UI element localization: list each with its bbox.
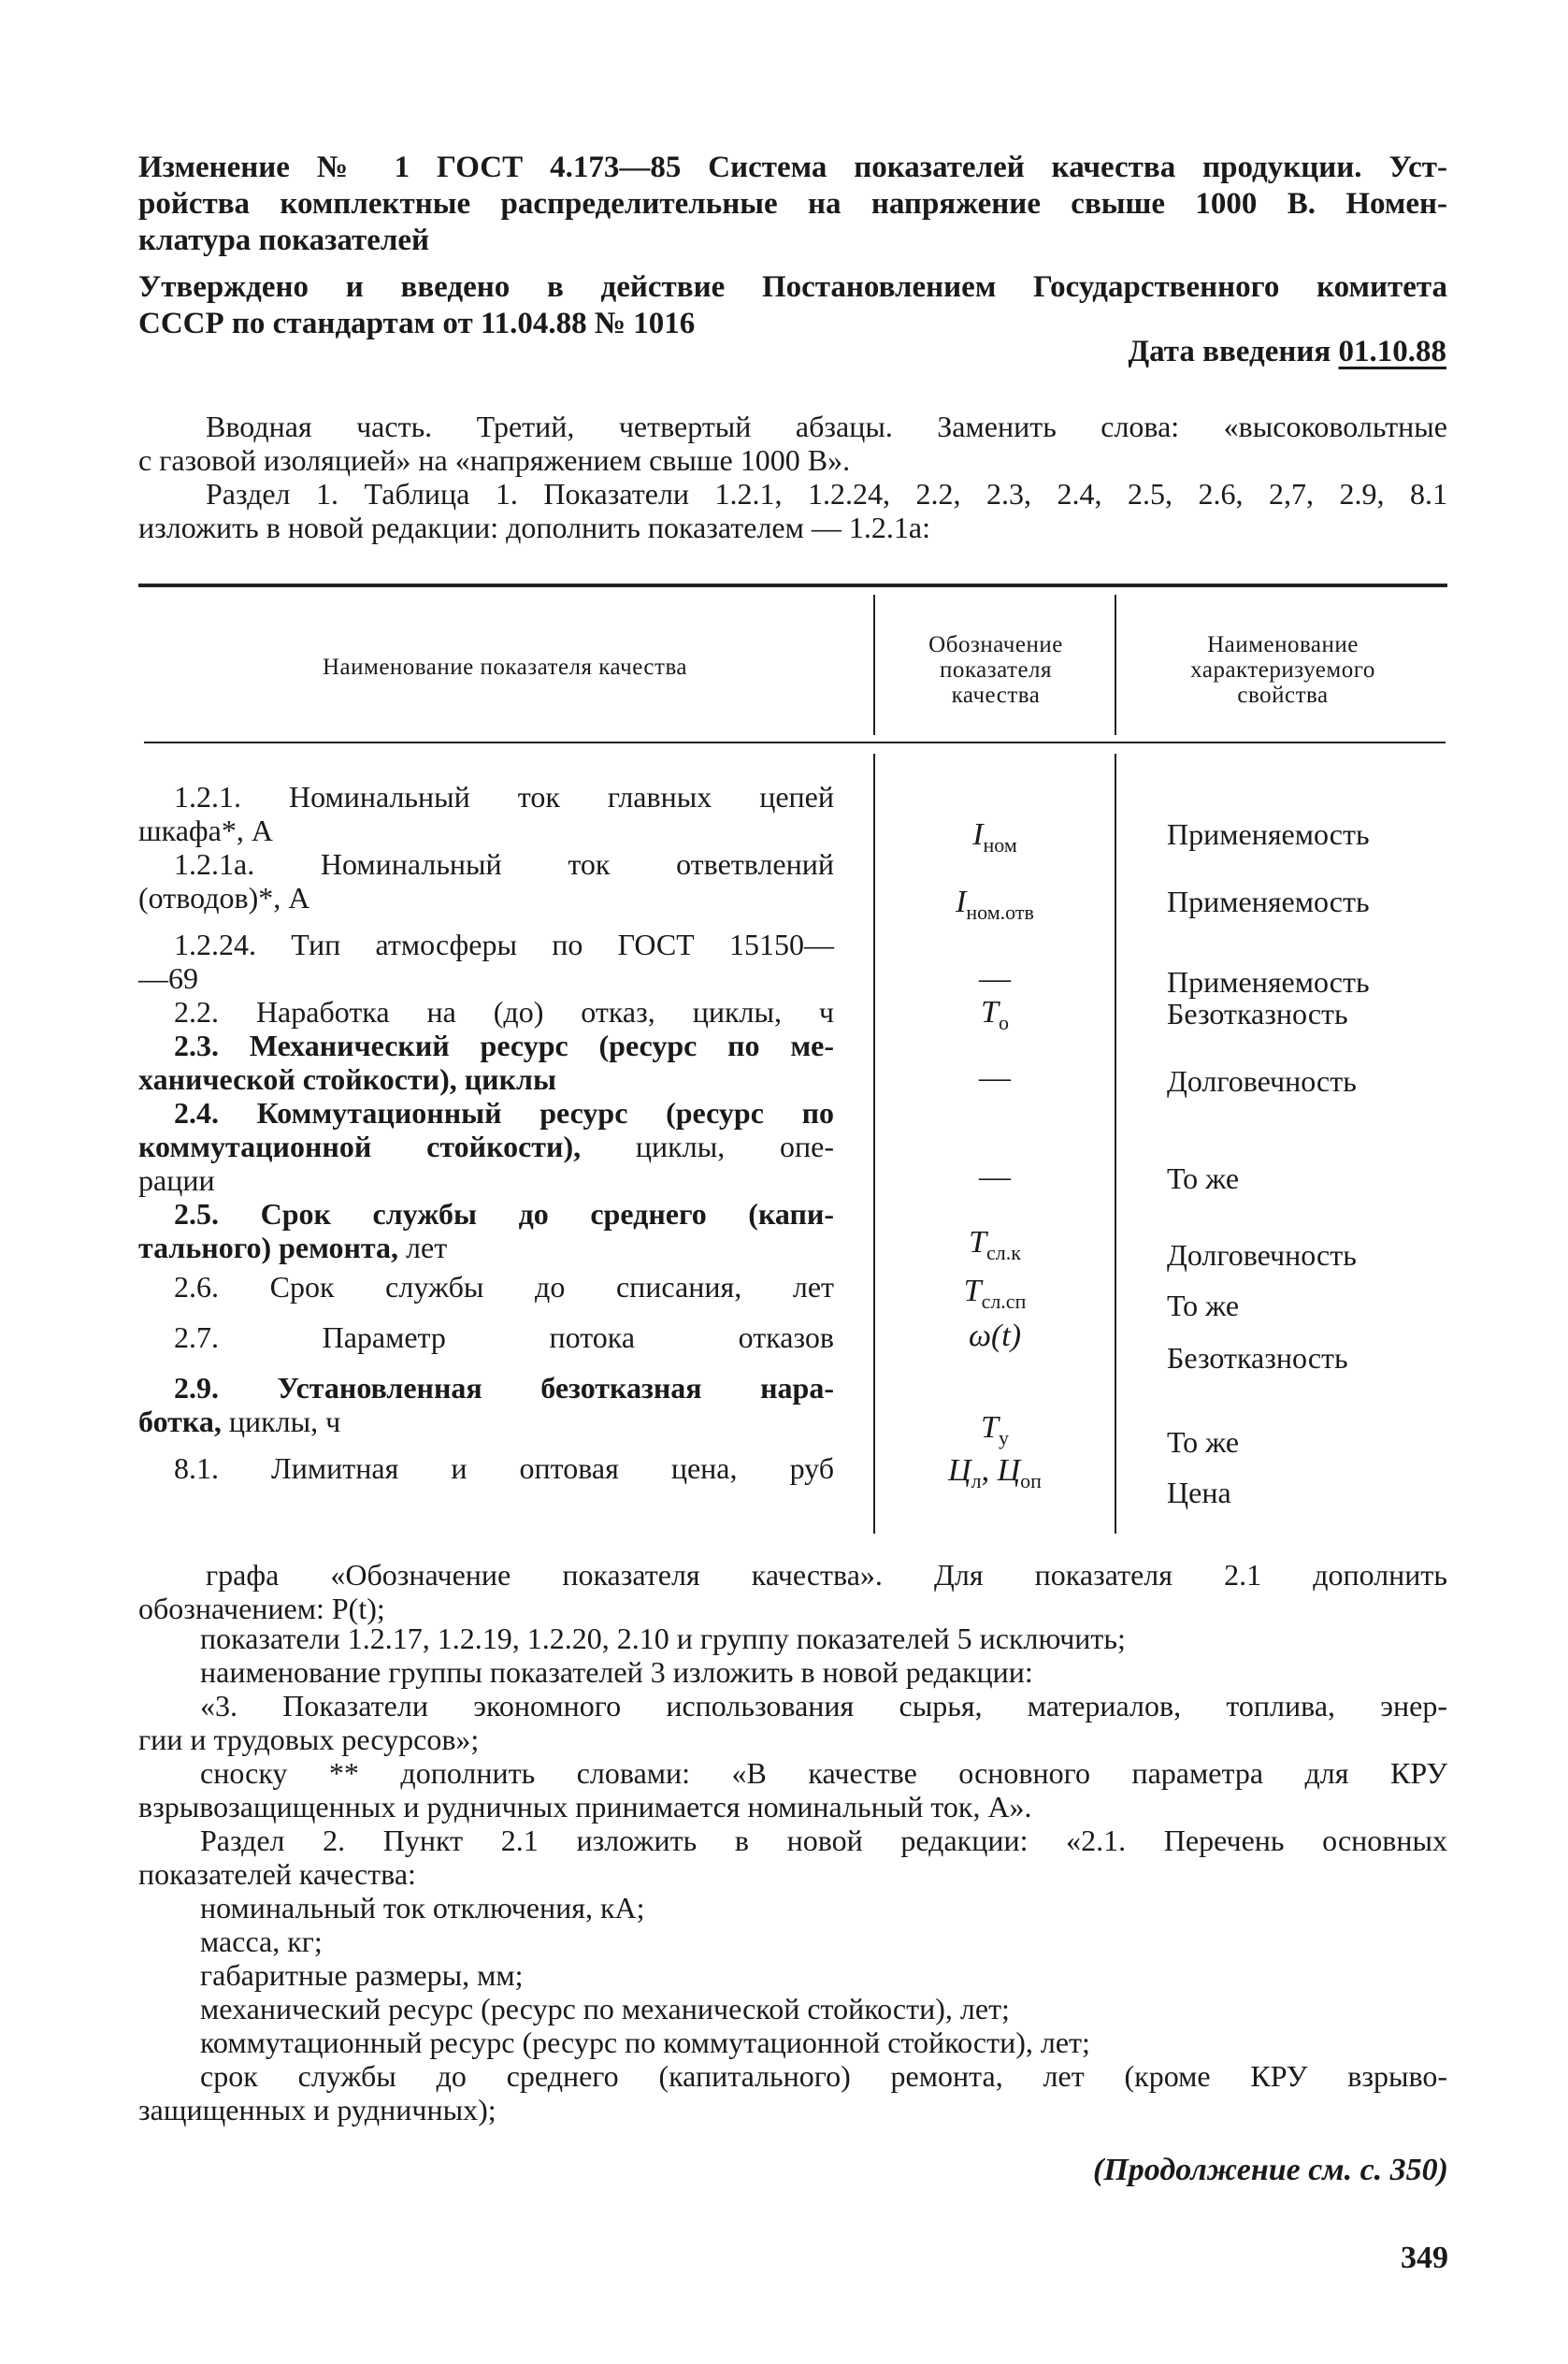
table-row-name-cont	[138, 1405, 834, 1438]
table-row-name-cont	[138, 1062, 834, 1096]
table-row-symbol	[879, 817, 1111, 858]
table-row-property: То же	[1167, 1161, 1240, 1195]
symbol-main: T	[981, 995, 999, 1030]
symbol-sub: л	[971, 1468, 982, 1492]
body-line: механический ресурс (ресурс по механической стойкости), лет;	[200, 1992, 1010, 2025]
body-line: сноску ** дополнить словами: «В качестве основного параметра для КРУ	[200, 1756, 1447, 1790]
table-row-property: Безотказность	[1167, 997, 1348, 1031]
table-row-name-cont: рации	[138, 1163, 215, 1197]
table-row-name-cont	[138, 1130, 834, 1163]
table-row-symbol	[879, 995, 1111, 1035]
effective-date-label: Дата введения	[1128, 335, 1339, 368]
table-row-property: Цена	[1167, 1476, 1231, 1509]
body-line: габаритные размеры, мм;	[200, 1958, 524, 1992]
table-row-name: 2.2. Наработка на (до) отказ, циклы, ч	[174, 995, 834, 1029]
symbol-sub: ном	[983, 832, 1017, 857]
plain-text: циклы	[456, 1062, 556, 1096]
symbol-sub: о	[998, 1010, 1009, 1034]
col-header-property-l1: Наименование	[1207, 632, 1359, 657]
plain-text: циклы, ч	[221, 1405, 341, 1438]
approval-line-2: СССР по стандартам от 11.04.88 № 1016	[138, 307, 696, 340]
body-line: Раздел 2. Пункт 2.1 изложить в новой редакции: «2.1. Перечень основных	[200, 1823, 1447, 1857]
table-row-property: То же	[1167, 1425, 1240, 1459]
table-row-property: Долговечность	[1167, 1238, 1357, 1272]
table-row-symbol	[879, 1410, 1111, 1450]
col-header-symbol	[879, 632, 1113, 708]
body-line: защищенных и рудничных);	[138, 2093, 496, 2126]
symbol-main: I	[972, 817, 984, 852]
table-row-name-cont: —69	[138, 961, 198, 995]
col-header-symbol-l2: показателя	[939, 657, 1053, 683]
symbol-main: T	[981, 1410, 999, 1445]
plain-text: лет	[398, 1231, 448, 1264]
symbol-main: T	[963, 1274, 982, 1308]
table-row-name: 1.2.1. Номинальный ток главных цепей	[174, 780, 834, 814]
body-line: показателей качества:	[138, 1857, 416, 1891]
symbol-sub: ном.отв	[966, 900, 1034, 924]
table-row-symbol	[879, 1274, 1111, 1314]
continuation-note: (Продолжение см. с. 350)	[1093, 2153, 1448, 2187]
body-divider-2	[1115, 754, 1116, 1534]
table-row-property: Безотказность	[1167, 1341, 1348, 1375]
intro-line-3: Раздел 1. Таблица 1. Показатели 1.2.1, 1.2.24, 2.2, 2.3, 2.4, 2.5, 2.6, 2,7, 2.9, 8.1	[206, 477, 1447, 511]
body-line: наименование группы показателей 3 изложить в новой редакции:	[200, 1655, 1033, 1689]
bold-text: тального) ремонта,	[138, 1231, 399, 1264]
col-header-name: Наименование показателя качества	[322, 655, 688, 680]
title-line-1: Изменение № 1 ГОСТ 4.173—85 Система показателей качества продукции. Уст-	[138, 151, 1447, 184]
body-line: гии и трудовых ресурсов»;	[138, 1723, 480, 1756]
table-row-symbol: —	[979, 1060, 1011, 1095]
body-line: показатели 1.2.17, 1.2.19, 1.2.20, 2.10 и группу показателей 5 исключить;	[200, 1622, 1126, 1655]
body-divider-1	[873, 754, 875, 1534]
col-header-symbol-l1: Обозначение	[928, 632, 1063, 657]
body-line: номинальный ток отключения, кА;	[200, 1891, 645, 1924]
table-row-symbol	[879, 1225, 1111, 1265]
body-line: взрывозащищенных и рудничных принимается номинальный ток, А».	[138, 1790, 1032, 1823]
header-divider-1	[873, 595, 875, 735]
table-row-name: 2.5. Срок службы до среднего (капи-	[174, 1197, 834, 1231]
body-line: коммутационный ресурс (ресурс по коммутационной стойкости), лет;	[200, 2025, 1090, 2059]
table-row-property: Долговечность	[1167, 1064, 1357, 1098]
intro-line-1: Вводная часть. Третий, четвертый абзацы. Заменить слова: «высоковольтные	[206, 410, 1447, 443]
symbol-sub: у	[998, 1425, 1009, 1449]
table-row-property: Применяемость	[1167, 885, 1370, 918]
header-divider-2	[1115, 595, 1116, 735]
table-header-rule	[144, 742, 1446, 743]
plain-text: циклы, опе-	[581, 1130, 834, 1163]
title-line-3: клатура показателей	[138, 223, 430, 257]
col-header-symbol-l3: качества	[951, 683, 1041, 708]
intro-line-4: изложить в новой редакции: дополнить показателем — 1.2.1а:	[138, 511, 930, 544]
bold-text: коммутационной стойкости),	[138, 1130, 582, 1163]
bold-text: ботка,	[138, 1405, 222, 1438]
body-line: «3. Показатели экономного использования сырья, материалов, топлива, энер-	[200, 1689, 1447, 1723]
table-row-property: Применяемость	[1167, 965, 1370, 999]
symbol-main: T	[969, 1225, 986, 1260]
col-header-property	[1120, 632, 1446, 708]
intro-line-2: с газовой изоляцией» на «напряжением свыше 1000 В».	[138, 443, 851, 477]
table-row-symbol: ω(t)	[968, 1319, 1022, 1353]
table-row-name: 2.7. Параметр потока отказов	[174, 1320, 834, 1354]
table-row-name-cont	[138, 1231, 834, 1264]
symbol-sub: сл.сп	[981, 1289, 1027, 1313]
table-row-name-cont: шкафа*, А	[138, 814, 273, 847]
table-row-symbol	[879, 885, 1111, 925]
table-row-symbol: $Ц_л$, $Ц_{оп}$	[948, 1453, 1042, 1492]
table-row-name: 1.2.24. Тип атмосферы по ГОСТ 15150—	[174, 928, 834, 961]
col-header-property-l2: характеризуемого	[1190, 657, 1375, 683]
table-row-name: 8.1. Лимитная и оптовая цена, руб	[174, 1451, 834, 1485]
table-row-property: То же	[1167, 1289, 1240, 1322]
body-line: срок службы до среднего (капитального) ремонта, лет (кроме КРУ взрыво-	[200, 2059, 1447, 2093]
table-row-name: 2.4. Коммутационный ресурс (ресурс по	[174, 1096, 834, 1130]
title-line-2: ройства комплектные распределительные на напряжение свыше 1000 В. Номен-	[138, 187, 1447, 221]
table-top-rule	[138, 584, 1447, 587]
symbol-sub: сл.к	[985, 1240, 1021, 1264]
body-line: обозначением: P(t);	[138, 1592, 385, 1625]
body-line: графа «Обозначение показателя качества». Для показателя 2.1 дополнить	[206, 1558, 1447, 1592]
table-row-name: 2.3. Механический ресурс (ресурс по ме-	[174, 1029, 834, 1062]
symbol-main: Ц	[997, 1453, 1021, 1488]
body-line: масса, кг;	[200, 1924, 323, 1958]
symbol-main: I	[956, 885, 967, 919]
table-row-property: Применяемость	[1167, 817, 1370, 851]
table-row-name: 2.6. Срок службы до списания, лет	[174, 1270, 834, 1304]
bold-text: ханической стойкости),	[138, 1062, 457, 1096]
col-header-property-l3: свойства	[1237, 683, 1329, 708]
symbol-sub: оп	[1020, 1468, 1042, 1492]
table-row-name: 1.2.1а. Номинальный ток ответвлений	[174, 847, 834, 881]
table-row-name: 2.9. Установленная безотказная нара-	[174, 1371, 834, 1405]
approval-line-1: Утверждено и введено в действие Постановлением Государственного комитета	[138, 270, 1447, 304]
effective-date	[1128, 335, 1446, 369]
symbol-main: Ц	[948, 1453, 971, 1488]
table-row-symbol: —	[979, 961, 1011, 996]
table-row-name-cont: (отводов)*, А	[138, 881, 310, 915]
table-row-symbol: —	[979, 1160, 1011, 1194]
effective-date-value: 01.10.88	[1338, 335, 1446, 368]
page-number: 349	[1401, 2241, 1448, 2275]
